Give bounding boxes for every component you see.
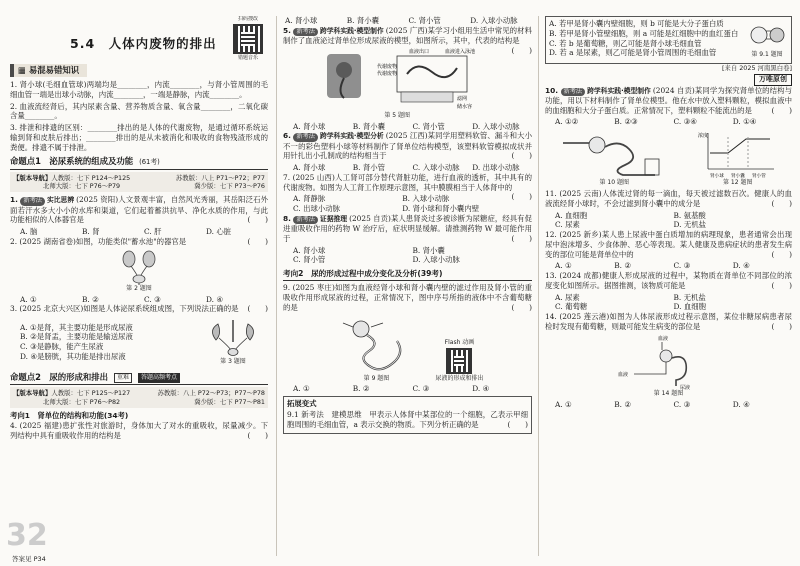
question-8: 8. 新考法 证据推理 (2025 自贡)某人患肾炎过多被诊断为尿糖症，经具有促进重吸收作用的药物 W 治疗后，症状明显缓解。请推测药物 W 最可能作用于 ( ) — [283, 213, 532, 243]
version-nav — [10, 387, 268, 408]
option[interactable]: D. ④ — [206, 294, 223, 304]
options — [545, 261, 792, 271]
option[interactable]: B. 肾小管 — [352, 163, 386, 173]
nav-entry: 冀少版：七下 P73～P76 — [194, 182, 265, 190]
figure-10 — [559, 129, 669, 187]
new-method-tag: 新考法 — [20, 197, 45, 205]
urinary-system-diagram — [109, 249, 169, 285]
question-text: 13. (2024 成都)健康人形成尿液的过程中，某物质在肾单位不同部位的浓度变化如图所示。据图推测，该物质可能是 — [545, 271, 792, 290]
nephron-diagram — [331, 317, 421, 375]
qr-animation[interactable] — [435, 339, 483, 383]
option[interactable]: D. 出球小动脉 — [472, 163, 520, 173]
options — [10, 323, 160, 362]
figure-5 — [283, 48, 511, 120]
new-method-tag: 新考法 — [293, 133, 318, 141]
option[interactable]: C. 肾小管 — [293, 255, 326, 265]
nav-entry: 人教版：七下 P124～P125 — [51, 173, 131, 182]
label-urine: 尿液 — [679, 384, 690, 390]
subtopic-heading — [283, 269, 532, 281]
option[interactable]: C. ③是静脉，能产生尿液 — [20, 342, 104, 352]
option[interactable]: A. ①是肾，其主要功能是形成尿液 — [20, 322, 133, 332]
kidney-model-photo — [297, 48, 497, 112]
option[interactable]: B. 无机盐 — [673, 292, 706, 302]
question-text: 11. (2025 云南)人体流过肾的每一滴血，每天被过滤数百次。健康人的血液流经肾小球时，不会过滤到肾小囊中的成分是 — [545, 188, 792, 208]
tick-label: 肾小囊 — [730, 174, 745, 180]
lesson-title: 5.4 人体内废物的排出 — [70, 36, 217, 51]
note-item: 3. 排泄和排遗的区别：________排出的是人体的代谢废物，是通过循环系统运输到肾和皮肤后排出；________排出的是从未被消化和吸收的食物残渣形成的粪便。排遗不属于排泄。 — [10, 123, 268, 152]
new-method-tag: 新考法 — [293, 216, 318, 224]
option[interactable]: B. ② — [82, 294, 99, 304]
option[interactable]: B. 氨基酸 — [673, 210, 706, 220]
figure-caption: 第 2 题图 — [126, 284, 152, 292]
question-text: 7. (2025 山西)人工肾可部分替代肾脏功能，进行血液的透析，其中具有的代谢废物。如图为人工肾工作原理示意图，其中膜膜相当于人体肾中的 — [283, 172, 532, 192]
options — [283, 246, 532, 266]
option[interactable]: D. 血细胞 — [673, 302, 707, 312]
extension-box — [283, 396, 532, 434]
nav-entry: 苏教版：八上 P71～P72；P77 — [175, 173, 265, 182]
figure-caption: 第 12 题图 — [723, 179, 753, 187]
option[interactable]: A. 若甲是肾小囊内壁细胞，则 b 可能是大分子蛋白质 — [549, 19, 724, 28]
option[interactable]: A. 肾小球 — [293, 245, 326, 255]
question-9-1 — [287, 410, 528, 430]
answer-blank[interactable]: ( ) — [771, 280, 792, 290]
question-4 — [10, 421, 268, 441]
answer-blank[interactable]: ( ) — [511, 302, 532, 312]
tick-label: 肾小管 — [751, 174, 766, 180]
option[interactable]: D. 肾小球和肾小囊内壁 — [402, 204, 480, 214]
method-tag: 证据推理 — [319, 214, 348, 223]
question-12 — [545, 230, 792, 259]
new-method-tag: 新考法 — [293, 28, 318, 36]
question-text: (2025 自贡)某人患肾炎过多被诊断为尿糖症，经具有促进重吸收作用的药物 W 治疗后，症状明显缓解。请推测药物 W 最可能作用于 — [283, 213, 532, 243]
qr-caption: Flash 动画 — [444, 338, 475, 346]
qr-top-caption: 扫码搜改 — [237, 16, 258, 22]
urine-formation-diagram — [614, 334, 724, 390]
option[interactable]: A. ① — [555, 399, 572, 409]
figure-14 — [545, 334, 792, 398]
option[interactable]: C. ③ — [412, 384, 430, 394]
figure-9 — [331, 317, 421, 383]
option[interactable]: D. 入球小动脉 — [472, 121, 520, 131]
nav-label: 【版本导航】 — [13, 389, 52, 398]
option[interactable]: C. 葡萄糖 — [555, 302, 588, 312]
q3-body — [10, 316, 268, 368]
section-heading — [10, 64, 87, 77]
nav-entry: 北师大版：七下 P76～P79 — [43, 182, 121, 190]
option[interactable]: C. 肾小管 — [412, 121, 445, 131]
option[interactable]: A. 血细胞 — [555, 210, 588, 220]
option[interactable]: C. ③ — [673, 399, 691, 409]
options — [283, 16, 532, 26]
label-waste: 代谢废物 — [377, 70, 398, 77]
question-11 — [545, 189, 792, 209]
question-13 — [545, 271, 792, 291]
answer-blank[interactable]: ( ) — [511, 45, 532, 55]
question-text: (2025 广西)某学习小组用生活中常见的材料制作了血液泌过肾单位形成尿液的模型，如图所示，其中，代表的结构是 — [283, 25, 532, 45]
topic-heading — [10, 156, 268, 169]
subtopic-title: 考向2 尿的形成过程中成分变化及分析(39考) — [283, 269, 443, 279]
option[interactable]: D. 若 a 是尿素，则乙可能是肾小管周围的毛细血管 — [549, 48, 717, 58]
qr-bottom-caption: 错题音乐 — [237, 54, 258, 61]
label-blood: 血液 — [657, 335, 668, 342]
answer-blank[interactable]: ( ) — [247, 215, 268, 225]
q9-1-options-box — [545, 16, 792, 64]
answer-blank[interactable]: ( ) — [507, 419, 528, 429]
question-text: (2025 江西)某同学用塑料软管、漏斗和大小不一的彩色塑料小球等材料制作了肾单位结构模型，该塑料软管模拟成状并用针扎出小孔制成的结构相当于 — [283, 131, 532, 161]
option[interactable]: D. ④是膀胱，其功能是排出尿液 — [20, 351, 126, 361]
nav-entry: 北师大版：七下 P76～P82 — [43, 397, 121, 406]
subtopic-heading: 考向1 肾单位的结构和功能(34考) — [10, 411, 129, 421]
option[interactable]: C. 出球小动脉 — [293, 204, 341, 214]
topic-heading — [10, 372, 268, 385]
option[interactable]: A. 肾小球 — [285, 16, 318, 25]
option[interactable]: A. 肾小球 — [293, 121, 326, 131]
tick-label: 肾小球 — [709, 174, 724, 180]
option[interactable]: C. 若 b 是葡萄糖，则乙可能是肾小球毛细血管 — [549, 38, 702, 48]
option[interactable]: A. 脑 — [20, 227, 38, 237]
option[interactable]: D. 入球小动脉 — [470, 16, 518, 25]
question-text: 14. (2025 莲云港)如图为人体尿液形成过程示意图，某位非糖尿病患者尿检时发现有葡萄糖，则最可能发生病变的部位是 — [545, 312, 792, 331]
label-filter: 滤网 — [457, 95, 468, 102]
question-text: (2025 资阳)人文景观丰富，自然风光秀丽，其岳阳泛石外面若汗水多大小小的水库和渠道，它们起着蓄洪抗旱、净化水质的作用，与此功能相似的人体器官是 — [10, 195, 268, 225]
column-middle — [276, 16, 532, 556]
label-blood: 血液 — [617, 371, 628, 378]
label-blood-in: 血液进入泳池 — [445, 48, 476, 55]
figure-12 — [698, 129, 778, 187]
figure-caption: 第 14 题图 — [653, 389, 684, 397]
question-6: 6. 新考法 跨学科实践·模型分析 (2025 江西)某同学用塑料软管、漏斗和大小不一的彩色塑料小球等材料制作了肾单位结构模型，该塑料软管模拟成状并用针扎出小孔制成的结构相当于 ( ) — [283, 131, 532, 161]
option[interactable]: B. ②是肾盂，主要功能是输送尿液 — [20, 332, 133, 342]
figures-10-12 — [545, 127, 792, 189]
topic-title: 命题点2 尿的形成和排出 — [10, 372, 108, 383]
options — [545, 211, 792, 231]
qr-caption: 尿液的形成和排出 — [435, 374, 484, 382]
option[interactable]: B. 若甲是肾小管壁细胞，则 a 可能是红细胞中的血红蛋白 — [549, 28, 739, 38]
answer-blank[interactable]: ( ) — [511, 151, 532, 161]
figure-caption: 第 9 题图 — [363, 374, 390, 382]
nav-entry: 人教版：七下 P125～P127 — [51, 389, 131, 398]
option[interactable]: A. ① — [20, 294, 37, 304]
option[interactable]: B. 肾小囊 — [352, 121, 386, 131]
qr-code-icon[interactable] — [446, 348, 472, 374]
options — [10, 295, 268, 305]
question-5: 5. 新考法 跨学科实践·模型制作 (2025 广西)某学习小组用生活中常见的材料制作了血液泌过肾单位形成尿液的模型，如图所示，其中，代表的结构是 ( ) — [283, 25, 532, 55]
figure-9-1 — [746, 21, 788, 59]
question-14 — [545, 312, 792, 332]
axis-label: 浓度 — [697, 133, 708, 140]
answer-blank[interactable]: ( ) — [247, 236, 268, 246]
option[interactable]: D. ①④ — [732, 117, 757, 127]
nav-label: 【版本导航】 — [13, 173, 52, 182]
option[interactable]: B. 肾小囊 — [346, 16, 380, 25]
question-text: 12. (2025 新乡)某人患上尿液中蛋白质增加的病理现象，患者通常会出现尿中泡沫增多、少食体肿、恶心等表现。某人健康及患病症状的患者发生病变的部位可能是肾单位中的 — [545, 230, 792, 259]
qr-block[interactable] — [228, 16, 268, 61]
options — [549, 19, 742, 61]
question-9 — [283, 283, 532, 312]
option[interactable]: B. 入球小动脉 — [402, 194, 450, 204]
option[interactable]: C. 尿素 — [555, 220, 580, 230]
figure-3 — [198, 318, 268, 366]
section-title: 易混易错知识 — [28, 65, 80, 75]
version-nav — [10, 172, 268, 193]
answer-blank[interactable]: ( ) — [511, 233, 532, 243]
method-tag: 跨学科实践·模型制作 — [587, 86, 651, 95]
figure-9-row — [283, 315, 532, 385]
option[interactable]: B. 肾小囊 — [412, 245, 445, 255]
options — [283, 194, 511, 214]
method-tag: 跨学科实践·模型制作 — [319, 26, 384, 35]
option[interactable]: D. ④ — [732, 399, 750, 409]
answer-blank[interactable]: ( ) — [511, 192, 532, 202]
option[interactable]: C. ③④ — [673, 117, 697, 127]
question-source: [来自 2025 河南黑白卷] — [721, 63, 792, 72]
options — [283, 163, 532, 173]
answer-blank[interactable]: ( ) — [771, 321, 792, 331]
answer-blank[interactable]: ( ) — [247, 304, 268, 314]
concentration-chart — [698, 129, 778, 179]
question-text: 3. (2025 北京大兴区)如图是人体泌尿系统组成图，下列说法正确的是 — [10, 304, 239, 314]
figure-caption: 第 9.1 题图 — [751, 51, 783, 58]
option[interactable]: D. 无机盐 — [673, 220, 707, 230]
nav-entry: 冀少版：七下 P77～P81 — [194, 397, 265, 406]
options — [283, 384, 532, 394]
option[interactable]: A. ① — [555, 261, 572, 271]
method-tag: 实比思辨 — [46, 196, 75, 205]
figure-caption: 第 5 题图 — [384, 111, 411, 119]
topic-title: 命题点1 泌尿系统的组成及功能 — [10, 156, 134, 167]
options — [545, 117, 792, 127]
option[interactable]: C. ③ — [144, 294, 161, 304]
cell-exchange-diagram — [747, 21, 787, 51]
answer-blank[interactable]: ( ) — [247, 430, 268, 440]
column-right — [538, 16, 792, 556]
option[interactable]: C. 肝 — [144, 227, 162, 237]
option[interactable]: B. ② — [614, 399, 632, 409]
option[interactable]: A. ① — [293, 384, 310, 394]
option[interactable]: D. 入球小动脉 — [412, 255, 460, 265]
option[interactable]: D. 心脏 — [206, 227, 232, 237]
options — [545, 400, 792, 410]
question-text: 2. (2025 湖南省卷)如图，功能类似"蓄水池"的器官是 — [10, 236, 187, 246]
question-2 — [10, 237, 268, 247]
option[interactable]: C. ③ — [673, 261, 691, 271]
qr-code-icon[interactable] — [233, 24, 263, 54]
topic-count: (61考) — [139, 157, 160, 166]
new-method-tag: 新考法 — [561, 88, 586, 96]
options — [283, 122, 532, 132]
frequency-badge: 答题高频考点 — [138, 373, 180, 383]
figure-caption: 第 10 题图 — [599, 179, 629, 187]
option[interactable]: A. ①② — [555, 117, 579, 127]
label-waste: 代谢废物 — [377, 63, 398, 70]
options — [545, 293, 792, 313]
figure-2 — [10, 249, 268, 293]
label-tank: 储水容 — [457, 103, 473, 110]
answer-blank[interactable]: ( ) — [771, 105, 792, 115]
page-number-watermark: 32 — [6, 518, 48, 554]
question-text: (2024 自贡)某同学为探究肾单位的结构与功能，用以下材料制作了肾单位模型。他在水中放入塑料颗粒，模拟血液中的血细胞和大分子蛋白质。正常情况下，塑料颗粒不能流出的是 — [545, 85, 792, 115]
method-tag: 跨学科实践·模型分析 — [319, 132, 384, 141]
brand-bar — [545, 74, 792, 85]
option[interactable]: C. 入球小动脉 — [412, 163, 460, 173]
column-left — [10, 16, 268, 556]
nav-entry: 苏教版：八上 P72～P73；P77～P78 — [157, 389, 265, 398]
option[interactable]: B. ② — [352, 384, 370, 394]
extension-heading: 拓展变式 — [287, 399, 317, 409]
note-item: 2. 血液流经肾后，其内尿素含量、营养物质含量、氧含量________，二氧化碳含量________。 — [10, 101, 268, 121]
difficulty-badge: 重难 — [114, 373, 132, 383]
brand-label: 万唯原创 — [754, 74, 792, 85]
books-icon: ▦ — [18, 65, 26, 75]
question-1: 1. 新考法 实比思辨 (2025 资阳)人文景观丰富，自然风光秀丽，其岳阳泛石外面若汗水多大小小的水库和渠道，它们起着蓄洪抗旱、净化水质的作用，与此功能相似的人体器官是 ( ) — [10, 195, 268, 225]
option[interactable]: B. ②③ — [614, 117, 638, 127]
question-text: 9. (2025 枣庄)如图为血液经肾小球和肾小囊内壁的滤过作用及肾小管的重吸收作用形成尿液的过程，正常情况下，图中序号所指的液体中不含葡萄糖的是 — [283, 283, 532, 312]
option[interactable]: A. 肾小球 — [293, 163, 326, 173]
question-3 — [10, 304, 268, 314]
option[interactable]: D. ④ — [472, 384, 490, 394]
option[interactable]: A. 肾静脉 — [293, 194, 326, 204]
label-blood-out: 血液出口 — [409, 48, 430, 55]
option[interactable]: B. ② — [614, 261, 632, 271]
question-10: 10. 新考法 跨学科实践·模型制作 (2024 自贡)某同学为探究肾单位的结构与功能，用以下材料制作了肾单位模型。他在水中放入塑料颗粒，模拟血液中的血细胞和大分子蛋白质。正常情况下，塑料颗粒不能流出的是 ( ) — [545, 85, 792, 115]
options — [10, 227, 268, 237]
question-text: 4. (2025 福建)患扩张性对旅游时，身体加大了对水的重吸收，尿量减少。下列结构中具有重吸收作用的结构是 — [10, 420, 268, 440]
kidney-diagram — [198, 318, 268, 358]
note-item: 1. 肾小球(毛细血管球)两端均是________，内流________，与肾小管周围的毛细血管一端是出球小动脉，内流________，一端是静脉，内流________。 — [10, 80, 268, 99]
answer-ref: 答案见 P34 — [12, 555, 46, 564]
option[interactable]: A. 尿素 — [555, 292, 580, 302]
option[interactable]: C. 肾小管 — [408, 16, 441, 25]
nephron-model-diagram — [559, 129, 669, 179]
answer-blank[interactable]: ( ) — [771, 198, 792, 208]
question-text: 9.1 新考法 建模思维 甲表示人体肾中某部位的一个细胞，乙表示甲细胞周围的毛细血管，a 表示交换的物质。下列分析正确的是 — [287, 409, 528, 429]
option[interactable]: B. 肾 — [82, 227, 100, 237]
option[interactable]: D. ④ — [732, 261, 750, 271]
figure-caption: 第 3 题图 — [220, 358, 246, 366]
answer-blank[interactable]: ( ) — [771, 249, 792, 259]
